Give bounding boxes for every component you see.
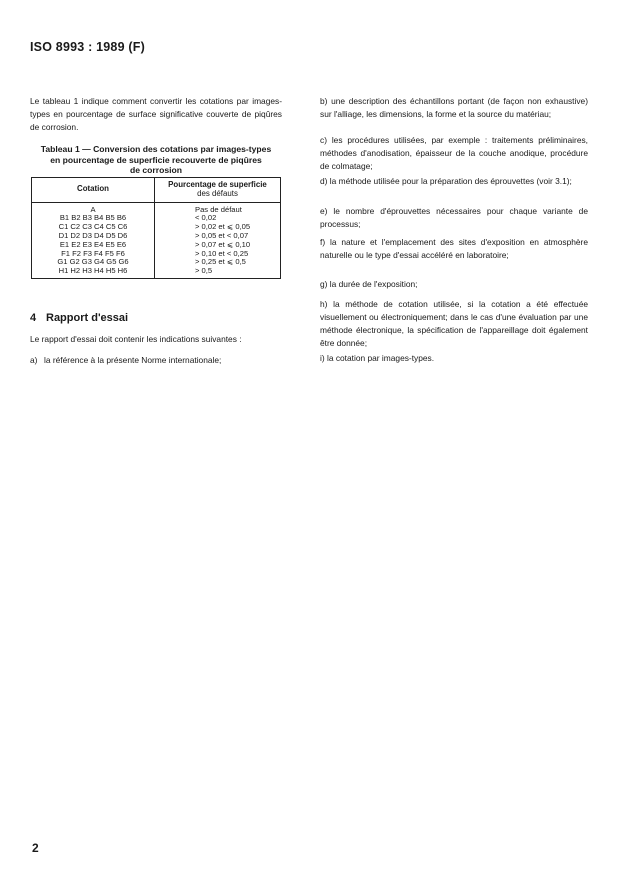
list-item-c (320, 134, 588, 173)
document-header: ISO 8993 : 1989 (F) (30, 40, 145, 54)
list-item-b (320, 95, 588, 121)
table-header-row (32, 178, 281, 203)
section-number: 4 (30, 312, 37, 324)
cotation-cell: D1 D2 D3 D4 D5 D6 (32, 232, 155, 241)
section-intro: Le rapport d'essai doit contenir les indications suivantes : (30, 334, 242, 344)
list-item-label: h) (320, 299, 328, 309)
cotation-cell: F1 F2 F3 F4 F5 F6 (32, 250, 155, 259)
list-item-label: g) (320, 279, 328, 289)
table-caption (30, 144, 282, 176)
list-item-text: la durée de l'exposition; (329, 279, 418, 289)
list-item-label: i) (320, 353, 325, 363)
percentage-cell: > 0,07 et ⩽ 0,10 (155, 241, 281, 250)
list-item-h (320, 298, 588, 350)
conversion-table (31, 177, 281, 279)
list-item-i (320, 352, 588, 365)
list-item-label: f) (320, 237, 326, 247)
column-header-line: Pourcentage de superficie (168, 180, 267, 189)
list-item-a (30, 355, 282, 367)
column-header-cotation: Cotation (32, 178, 155, 203)
list-item-text: la nature et l'emplacement des sites d'exposition en atmosphère naturelle ou le type d'essai accéléré en laboratoire; (320, 237, 588, 260)
table-caption-line: Tableau 1 — Conversion des cotations par images-types (40, 144, 272, 154)
list-item-g (320, 278, 588, 291)
column-header-line: des défauts (197, 188, 238, 198)
table-caption-line: de corrosion (129, 165, 183, 175)
cotation-cell: A (32, 202, 155, 214)
percentage-cell: > 0,02 et ⩽ 0,05 (155, 223, 281, 232)
table-caption-line: en pourcentage de superficie recouverte de piqûres (50, 154, 262, 165)
cotation-cell: C1 C2 C3 C4 C5 C6 (32, 223, 155, 232)
list-item-d (320, 175, 588, 188)
list-item-text: la référence à la présente Norme internationale; (44, 355, 222, 365)
list-item-label: d) (320, 176, 328, 186)
section-title: Rapport d'essai (46, 312, 129, 324)
page-number: 2 (32, 841, 39, 855)
percentage-cell: > 0,10 et < 0,25 (155, 250, 281, 259)
list-item-text: la méthode de cotation utilisée, si la cotation a été effectuée visuellement ou électroniquement; dans le cas d'une évaluation par une méthode électronique, la spécification de l'appareillage doit également être donnée; (320, 299, 589, 348)
list-item-text: le nombre d'éprouvettes nécessaires pour chaque variante de processus; (320, 206, 589, 229)
list-item-f (320, 236, 588, 262)
cotation-cell: E1 E2 E3 E4 E5 E6 (32, 241, 155, 250)
list-item-e (320, 205, 588, 231)
percentage-cell: > 0,5 (155, 267, 281, 278)
intro-paragraph: Le tableau 1 indique comment convertir les cotations par images-types en pourcentage de surface significative couverte de piqûres de corrosion. (30, 96, 282, 132)
cotation-cell: H1 H2 H3 H4 H5 H6 (32, 267, 155, 278)
list-item-text: les procédures utilisées, par exemple : traitements préliminaires, méthodes d'anodisation, épaisseur de la couche anodique, procédure de colmatage; (320, 135, 589, 171)
cotation-cell: B1 B2 B3 B4 B5 B6 (32, 214, 155, 223)
cotation-cell: G1 G2 G3 G4 G5 G6 (32, 258, 155, 267)
list-item-label: b) (320, 96, 328, 106)
percentage-cell: > 0,05 et < 0,07 (155, 232, 281, 241)
percentage-cell: Pas de défaut (155, 202, 281, 214)
percentage-cell: > 0,25 et ⩽ 0,5 (155, 258, 281, 267)
percentage-cell: < 0,02 (155, 214, 281, 223)
list-item-text: la méthode utilisée pour la préparation des éprouvettes (voir 3.1); (329, 176, 572, 186)
list-item-text: une description des échantillons portant (de façon non exhaustive) sur l'alliage, les dimensions, la forme et la source du matériau; (320, 96, 588, 119)
column-header-pourcentage (155, 178, 281, 203)
list-item-label: e) (320, 206, 328, 216)
list-item-label: c) (320, 135, 327, 145)
table-row (32, 267, 281, 278)
list-item-text: la cotation par images-types. (326, 353, 435, 363)
section-heading (30, 312, 128, 324)
list-item-label: a) (30, 355, 38, 365)
